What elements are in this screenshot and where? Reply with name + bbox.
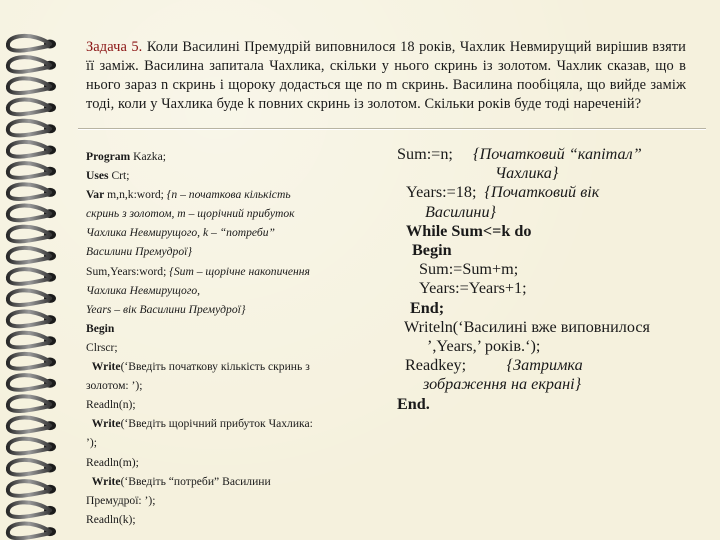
code-text: Writeln(‘Василині вже виповнилося: [404, 317, 650, 336]
code-comment: {Початковий вік: [484, 183, 600, 202]
code-text: золотом: ’);: [86, 379, 143, 393]
code-line: [86, 223, 368, 242]
keyword: Write: [91, 417, 121, 431]
binding-ring: [8, 142, 50, 157]
code-line: [397, 299, 697, 318]
code-line: [86, 147, 368, 166]
code-text: Years:=Years+1;: [419, 279, 527, 298]
code-comment: Чахлика Невмирущого, k – “потреби”: [86, 226, 275, 240]
binding-ring: [8, 354, 50, 369]
code-text: Sum,Years:word;: [86, 264, 167, 278]
binding-ring: [8, 57, 50, 72]
task-line-3: Чахлик сказав, що в нього зараз n скринь і щороку додасться ще по m скринь.: [86, 58, 686, 93]
binding-ring: [8, 418, 50, 433]
code-line: [86, 491, 368, 510]
keyword: Begin: [86, 321, 115, 335]
code-comment: {Sum – щорічне накопичення: [166, 264, 310, 278]
binding-ring: [8, 481, 50, 496]
code-line: [397, 145, 697, 164]
code-text: ’);: [86, 436, 97, 450]
code-line: [397, 164, 697, 183]
code-line: [86, 395, 368, 414]
code-line: [86, 338, 368, 357]
binding-ring: [8, 524, 50, 539]
keyword: Write: [91, 360, 121, 374]
code-comment: Чахлика}: [495, 164, 559, 183]
binding-ring: [8, 396, 50, 411]
code-listing-left: [86, 147, 368, 529]
code-text: Sum:=Sum+m;: [419, 260, 519, 279]
binding-ring: [8, 312, 50, 327]
code-line: [397, 241, 697, 260]
binding-ring: [8, 290, 50, 305]
code-comment: {Затримка: [506, 356, 583, 375]
keyword: Uses: [86, 169, 109, 183]
code-text: (‘Введіть щорічний прибуток Чахлика:: [120, 417, 313, 431]
task-line-1: Коли Василині Премудрій виповнилося 18 років, Чахлик Невмирущий: [142, 39, 592, 55]
binding-ring: [8, 163, 50, 178]
keyword: End.: [397, 394, 430, 413]
binding-ring: [8, 227, 50, 242]
keyword: End;: [410, 298, 445, 317]
code-line: [86, 185, 368, 204]
code-text: Crt;: [108, 169, 130, 183]
binding-ring: [8, 78, 50, 93]
code-line: [86, 414, 368, 433]
code-line: [86, 510, 368, 529]
code-text: (‘Введіть початкову кількість скринь з: [120, 360, 310, 374]
binding-ring: [8, 36, 50, 51]
code-line: [86, 281, 368, 300]
binding-ring: [8, 100, 50, 115]
code-comment: скринь з золотом, m – щорічний прибуток: [86, 207, 295, 221]
code-comment: зображення на екрані}: [423, 375, 582, 394]
code-line: [86, 262, 368, 281]
binding-ring: [8, 248, 50, 263]
keyword: Var: [86, 188, 105, 202]
code-text: Kazka;: [130, 150, 166, 163]
keyword: Begin: [412, 241, 452, 260]
code-line: [397, 222, 697, 241]
code-text: Readln(n);: [86, 398, 136, 412]
code-line: [397, 203, 697, 222]
code-comment: Чахлика Невмирущого,: [86, 283, 201, 297]
code-comment: Years – вік Василини Премудрої}: [86, 302, 246, 316]
code-text: Years:=18;: [406, 183, 477, 202]
code-text: (‘Введіть “потреби” Василини: [120, 474, 271, 488]
keyword: Write: [91, 474, 121, 488]
binding-ring: [8, 121, 50, 136]
divider-line: [78, 128, 706, 130]
code-text: m,n,k:word;: [104, 188, 164, 202]
binding-ring: [8, 460, 50, 475]
code-line: [86, 357, 368, 376]
code-comment: {Початковий “капітал”: [473, 145, 642, 163]
code-line: [86, 472, 368, 491]
binding-ring: [8, 206, 50, 221]
binding-ring: [8, 333, 50, 348]
code-text: ’,Years,’ років.‘);: [427, 337, 541, 356]
code-text: Премудрої: ’);: [86, 493, 156, 507]
task-label: Задача 5.: [86, 39, 143, 55]
binding-ring: [8, 502, 50, 517]
task-description: [86, 38, 686, 114]
task-line-2: вирішив взяти її заміж. Василина запитала Чахлика, скільки у нього скринь із золотом.: [86, 39, 686, 74]
code-line: [397, 183, 697, 202]
binding-ring: [8, 184, 50, 199]
code-line: [397, 279, 697, 298]
code-line: [86, 453, 368, 472]
spiral-binding-icon: [0, 0, 80, 540]
code-comment: Василини}: [425, 202, 497, 221]
code-comment: {n – початкова кількість: [163, 188, 291, 202]
code-text: Readln(m);: [86, 455, 139, 469]
code-line: [397, 337, 697, 356]
code-comment: Василини Премудрої}: [86, 245, 192, 259]
binding-ring: [8, 439, 50, 454]
code-line: [86, 166, 368, 185]
keyword: Program: [86, 150, 131, 163]
code-line: [86, 204, 368, 223]
code-listing-right: [397, 145, 697, 414]
code-line: [86, 319, 368, 338]
keyword: While Sum<=k do: [406, 221, 532, 240]
code-line: [86, 300, 368, 319]
task-line-4: Василина пообіцяла, що вийде заміж тоді, коли у Чахлика буде k повних скринь із: [86, 77, 686, 112]
code-line: [86, 433, 368, 452]
code-line: [397, 375, 697, 394]
code-text: Readln(k);: [86, 512, 136, 526]
binding-ring: [8, 269, 50, 284]
task-line-5: золотом. Скільки років буде тоді нареченій?: [367, 96, 642, 112]
code-line: [397, 395, 697, 414]
code-text: Sum:=n;: [397, 145, 453, 163]
code-text: Clrscr;: [86, 340, 118, 354]
binding-ring: [8, 375, 50, 390]
code-line: [397, 260, 697, 279]
code-text: Readkey;: [405, 356, 467, 375]
code-line: [86, 242, 368, 261]
code-line: [397, 318, 697, 337]
code-line: [397, 356, 697, 375]
code-line: [86, 376, 368, 395]
